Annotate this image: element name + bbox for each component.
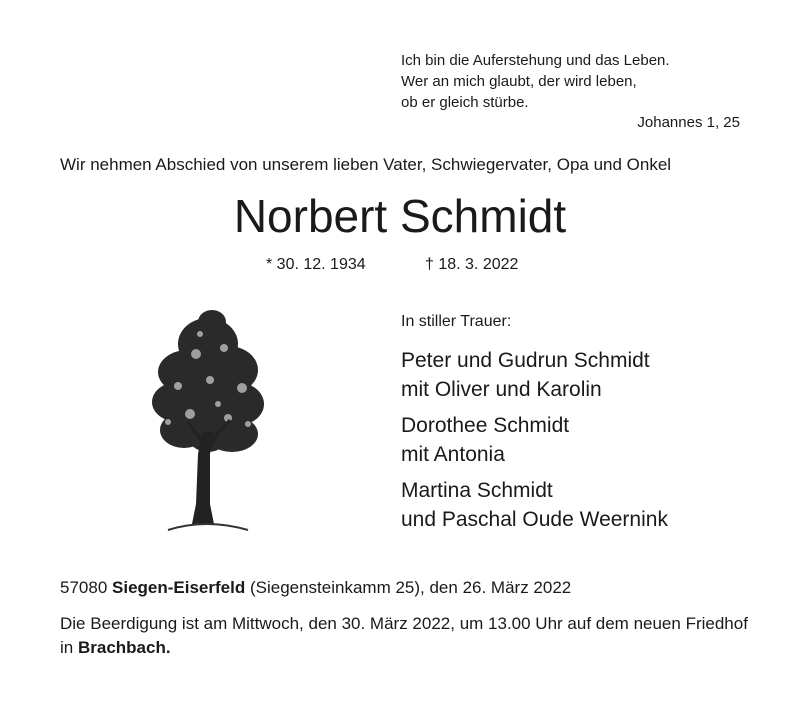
place-date-line — [60, 578, 571, 598]
mourner-line: Peter und Gudrun Schmidt — [401, 349, 650, 372]
deceased-name: Norbert Schmidt — [233, 190, 567, 242]
mourner-group — [401, 411, 569, 469]
funeral-end: . — [165, 638, 171, 657]
verse-line: ob er gleich stürbe. — [401, 94, 529, 111]
mourners-heading: In stiller Trauer: — [401, 313, 512, 330]
bible-verse — [401, 50, 670, 113]
mourner-line: mit Oliver und Karolin — [401, 378, 602, 401]
funeral-text: Die Beerdigung ist am Mittwoch, den 30. März 2022, um 13.00 Uhr auf dem neuen Friedhof in — [60, 614, 748, 657]
verse-source: Johannes 1, 25 — [637, 114, 740, 131]
birth-date: * 30. 12. 1934 — [266, 256, 366, 273]
address-date: (Siegensteinkamm 25), den 26. März 2022 — [245, 578, 572, 597]
mourner-line: Martina Schmidt — [401, 479, 553, 502]
intro-text: Wir nehmen Abschied von unserem lieben Vater, Schwiegervater, Opa und Onkel — [60, 155, 672, 174]
funeral-place: Brachbach — [77, 638, 166, 657]
mourner-group — [401, 476, 668, 534]
tree-icon — [148, 304, 266, 536]
mourner-group — [401, 346, 650, 404]
funeral-notice — [60, 612, 750, 660]
verse-line: Ich bin die Auferstehung und das Leben. — [401, 52, 670, 69]
death-date: † 18. 3. 2022 — [425, 256, 519, 273]
mourner-line: und Paschal Oude Weernink — [401, 508, 668, 531]
city-name: Siegen-Eiserfeld — [112, 578, 246, 597]
zip-code: 57080 — [60, 578, 108, 597]
verse-line: Wer an mich glaubt, der wird leben, — [401, 73, 637, 90]
mourner-line: Dorothee Schmidt — [401, 414, 570, 437]
mourner-line: mit Antonia — [401, 443, 505, 466]
